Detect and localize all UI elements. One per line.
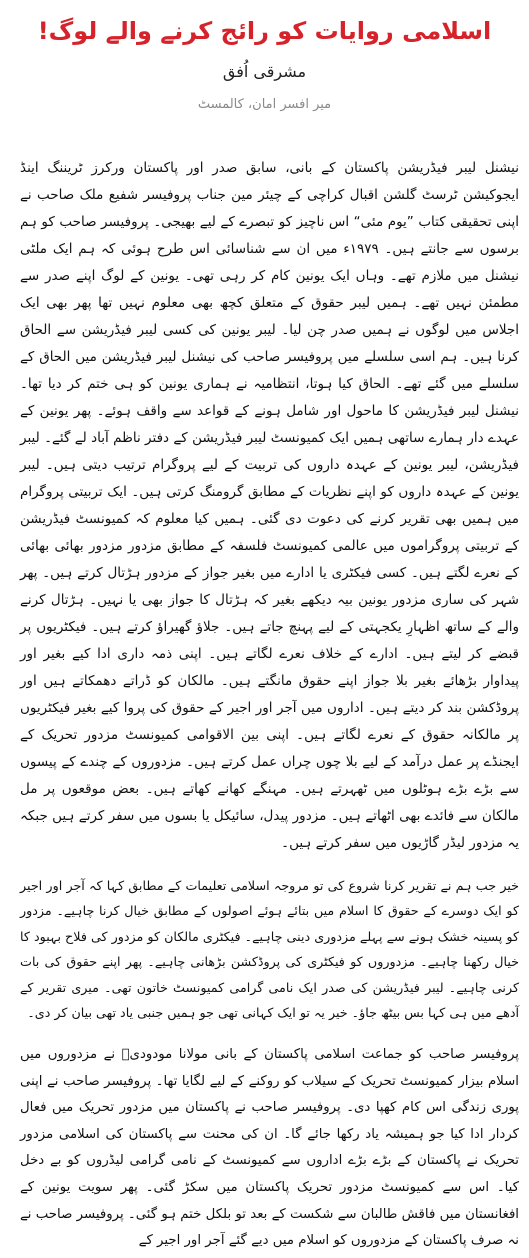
article-paragraph: خیر جب ہم نے تقریر کرنا شروع کی تو مروجہ اسلامی تعلیمات کے مطابق کہا کہ آجر اور اجیر کو ایک دوسرے کے حقوق کا اسلام میں بتائے ہوئے اصولوں کے مطابق خیال کرنا چاہیے۔ مزدور کو پسینہ خشک ہونے سے پہلے مزدوری دینی چاہیے۔ فیکٹری مالکان کو مزدور کی فلاح بہبود کا خیال رکھنا چاہیے۔ مزدوروں کو فیکٹری کی پروڈکشن بڑھانی چاہیے۔ پھر اپنے حقوق کی بات کرنی چاہیے۔ لیبر فیڈریشن کی صدر ایک نامی گرامی کمیونسٹ خاتون تھی۔ میری تقریر کے آدھے میں ہی کہا بس بیٹھ جاؤ۔ خیر یہ تو ایک کہانی تھی جو ہمیں جنبی یاد تھی بیان کر دی۔: [20, 878, 519, 1021]
article-paragraph: پروفیسر صاحب کو جماعت اسلامی پاکستان کے بانی مولانا مودودیؒ نے مزدوروں میں اسلام بیزار کمیونسٹ تحریک کے سیلاب کو روکنے کے لیے لگایا تھا۔ پروفیسر صاحب نے اپنی پوری زندگی اس کام کھپا دی۔ پروفیسر صاحب نے پاکستان میں مزدور تحریک میں فعال کردار ادا کیا جو ہمیشہ یاد رکھا جائے گا۔ ان کی محنت سے پاکستان کی اسلامی مزدور تحریک نے پاکستان کے بڑے بڑے اداروں سے کمیونسٹ کے نامی گرامی لیڈروں کو بے دخل کیا۔ اس سے کمیونسٹ مزدور تحریک پاکستان میں سکڑ گئی۔ پھر سویت یونین کے افغانستان میں فاقش طالبان سے شکست کے بعد تو بلکل ختم ہو گئی۔ پروفیسر صاحب نے نہ صرف پاکستان کے مزدوروں کو اسلام میں دیے گئے آجر اور اجیر کے: [20, 1047, 519, 1249]
column-name: مشرقی اُفق: [222, 62, 307, 81]
author-byline: میر افسر امان، کالمسٹ: [197, 97, 332, 112]
article-title: اسلامی روایات کو رائج کرنے والے لوگ!: [37, 17, 492, 45]
article-paragraph: نیشنل لیبر فیڈریشن پاکستان کے بانی، سابق صدر اور پاکستان ورکرز ٹریننگ اینڈ ایجوکیشن ٹرسٹ گلشن اقبال کراچی کے چیئر مین جناب پروفیسر شفیع ملک صاحب نے اپنی تحقیقی کتاب ”یوم مئی“ اس ناچیز کو تبصرے کے لیے بھیجی۔ پروفیسر صاحب کو ہم برسوں سے جانتے ہیں۔ ۱۹۷۹ء میں ان سے شناسائی اس طرح ہوئی کہ ہم ایک ملٹی نیشنل میں ملازم تھے۔ وہاں ایک یونین کام کر رہی تھی۔ یونین کے لوگ اپنے صدر سے مطمئن نہیں تھے۔ ہمیں لیبر حقوق کے متعلق کچھ بھی معلوم نہیں تھا پھر بھی ایک اجلاس میں لوگوں نے ہمیں صدر چن لیا۔ لیبر یونین کی کسی لیبر فیڈریشن سے الحاق کرنا ہیں۔ ہم اسی سلسلے میں پروفیسر صاحب کی نیشنل لیبر فیڈریشن میں الحاق کے سلسلے میں گئے تھے۔ الحاق کیا ہوتا، انتظامیہ نے ہماری یونین کو ہی ختم کر دیا تھا۔ نیشنل لیبر فیڈریشن کا ماحول اور شامل ہونے کے قواعد سے واقف ہوئے۔ پھر یونین کے عہدے دار ہمارے ساتھی ہمیں ایک کمیونسٹ لیبر فیڈریشن کے دفتر ناظم آباد لے گئے۔ لیبر فیڈریشن، لیبر یونین کے عہدہ داروں کی تربیت کے لیے پروگرام ترتیب دیتی ہیں۔ لیبر یونین کے عہدہ داروں کو اپنے نظریات کے مطابق گرومنگ کرتی ہیں۔ ایک تربیتی پروگرام میں ہمیں بھی تقریر کرنے کی دعوت دی گئی۔ ہمیں کیا معلوم کہ کمیونسٹ فیڈریشن کے تربیتی پروگراموں میں عالمی کمیونسٹ فلسفہ کے مطابق مزدور مزدور بھائی بھائی کے نعرے لگتے ہیں۔ کسی فیکٹری یا ادارے میں بغیر جواز کے مزدور ہڑتال کرتے ہیں۔ پھر شہر کی ساری مزدور یونین بیہ دیکھے بغیر کہ ہڑتال کا جواز بھی یا نہیں۔ ہڑتال کرنے والے کے ساتھ اظہارِ یکجہتی کے لیے پہنچ جاتے ہیں۔ جلاؤ گھیراؤ کرتے ہیں۔ فیکٹریوں پر قبضے کر لیتے ہیں۔ ادارے کے خلاف نعرے لگاتے ہیں۔ اپنی ذمہ داری ادا کیے بغیر اور پیداوار بڑھائے بغیر بلا جواز اپنے حقوق مانگتے ہیں۔ مالکان کو ڈراتے دھمکاتے ہیں اور پروڈکشن بند کر دیتے ہیں۔ اداروں میں آجر اور اجیر کے حقوق کی پروا کیے بغیر فیکٹریوں پر مالکانہ حقوق کے نعرے لگاتے ہیں۔ اپنی بین الاقوامی کمیونسٹ مزدور تحریک کے ایجنڈے پر عمل درآمد کے لیے بلا چوں چراں عمل کرتے ہیں۔ مزدوروں کے چندے کے پیسوں سے بڑے بڑے ہوٹلوں میں ٹھہرتے ہیں۔ مہنگے کھانے کھاتے ہیں۔ بعض موقعوں پر مل مالکان سے فائدے بھی اٹھاتے ہیں۔ مزدور پیدل، سائیکل یا بسوں میں سفر کرتے ہیں جبکہ یہ مزدور لیڈر گاڑیوں میں سفر کرتے ہیں۔: [20, 160, 519, 851]
